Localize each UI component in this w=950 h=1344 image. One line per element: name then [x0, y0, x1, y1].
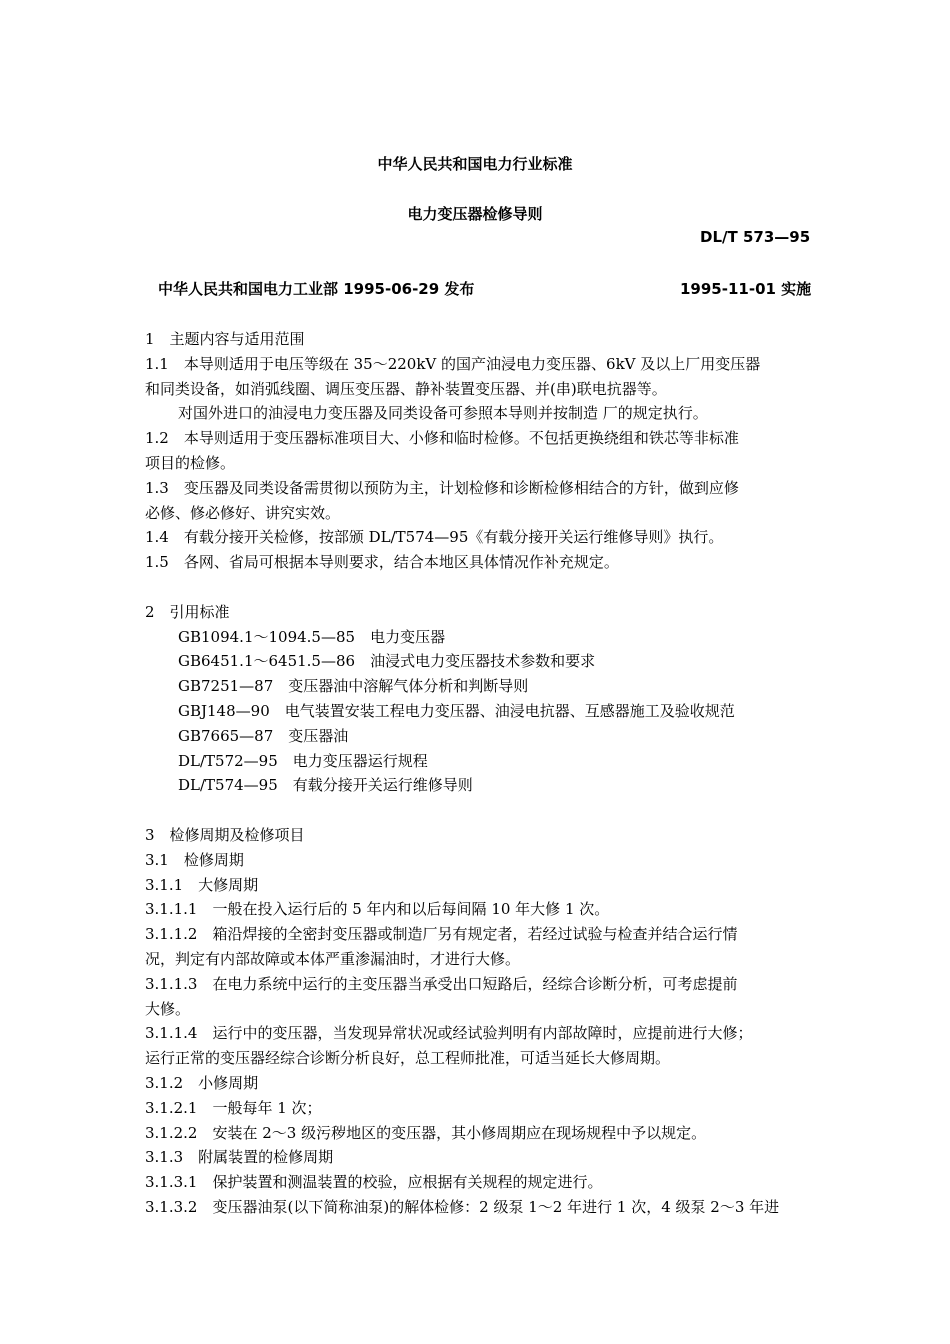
document-body [145, 327, 825, 1220]
paragraph-line: 3.1.2.2 安装在 2～3 级污秽地区的变压器，其小修周期应在现场规程中予以规定。 [145, 1123, 707, 1142]
reference-item: GB1094.1～1094.5—85 电力变压器 [178, 627, 446, 646]
paragraph-line: 3.1.1.3 在电力系统中运行的主变压器当承受出口短路后，经综合诊断分析，可考虑提前 [145, 974, 738, 993]
implementation-date: 1995-11-01 实施 [680, 280, 812, 298]
paragraph-line: 3.1.3.1 保护装置和测温装置的校验，应根据有关规程的规定进行。 [145, 1173, 603, 1192]
blank-line [145, 575, 825, 600]
subsection-heading: 3.1.3 附属装置的检修周期 [145, 1148, 334, 1167]
section-heading: 2 引用标准 [145, 602, 230, 621]
paragraph-line: 1.2 本导则适用于变压器标准项目大、小修和临时检修。不包括更换绕组和铁芯等非标准 [145, 429, 739, 448]
document-title: 电力变压器检修导则 [407, 205, 543, 223]
subsection-heading: 3.1.2 小修周期 [145, 1073, 259, 1092]
paragraph-line: 运行正常的变压器经综合诊断分析良好，总工程师批准，可适当延长大修周期。 [145, 1049, 671, 1068]
paragraph-line: 1.1 本导则适用于电压等级在 35～220kV 的国产油浸电力变压器、6kV 及以上厂用变压器 [145, 354, 761, 373]
paragraph-line: 1.5 各网、省局可根据本导则要求，结合本地区具体情况作补充规定。 [145, 553, 619, 572]
reference-item: GB6451.1～6451.5—86 油浸式电力变压器技术参数和要求 [178, 652, 596, 671]
paragraph-line: 和同类设备，如消弧线圈、调压变压器、静补装置变压器、并(串)联电抗器等。 [145, 379, 667, 398]
reference-item: GBJ148—90 电气装置安装工程电力变压器、油浸电抗器、互感器施工及验收规范 [178, 701, 735, 720]
paragraph-line: 对国外进口的油浸电力变压器及同类设备可参照本导则并按制造 厂的规定执行。 [178, 404, 708, 423]
document-code: DL/T 573—95 [700, 228, 811, 246]
paragraph-line: 3.1.1.2 箱沿焊接的全密封变压器或制造厂另有规定者，若经过试验与检查并结合运行情 [145, 925, 738, 944]
paragraph-line: 必修、修必修好、讲究实效。 [145, 503, 341, 522]
standard-title: 中华人民共和国电力行业标准 [377, 155, 573, 173]
section-heading: 1 主题内容与适用范围 [145, 330, 305, 348]
section-heading: 3 检修周期及检修项目 [145, 825, 305, 844]
reference-item: DL/T572—95 电力变压器运行规程 [178, 751, 428, 770]
paragraph-line: 3.1.2.1 一般每年 1 次； [145, 1098, 322, 1117]
paragraph-line: 况，判定有内部故障或本体严重渗漏油时，才进行大修。 [145, 949, 521, 968]
paragraph-line: 3.1.1.1 一般在投入运行后的 5 年内和以后每间隔 10 年大修 1 次。 [145, 900, 610, 919]
issuer-line: 中华人民共和国电力工业部 1995-06-29 发布 [158, 280, 475, 298]
reference-item: DL/T574—95 有载分接开关运行维修导则 [178, 776, 473, 795]
blank-line [145, 798, 825, 823]
paragraph-line: 3.1.1.4 运行中的变压器，当发现异常状况或经试验判明有内部故障时，应提前进行大修； [145, 1024, 753, 1043]
reference-item: GB7665—87 变压器油 [178, 726, 349, 745]
paragraph-line: 项目的检修。 [145, 453, 236, 472]
paragraph-line: 3.1.3.2 变压器油泵(以下简称油泵)的解体检修：2 级泵 1～2 年进行 1 次，4 级泵 2～3 年进 [145, 1197, 780, 1216]
subsection-heading: 3.1.1 大修周期 [145, 875, 259, 894]
paragraph-line: 1.4 有载分接开关检修，按部颁 DL/T574—95《有载分接开关运行维修导则》执行。 [145, 528, 724, 547]
subsection-heading: 3.1 检修周期 [145, 850, 244, 869]
paragraph-line: 1.3 变压器及同类设备需贯彻以预防为主，计划检修和诊断检修相结合的方针，做到应修 [145, 478, 739, 497]
paragraph-line: 大修。 [145, 999, 191, 1018]
reference-item: GB7251—87 变压器油中溶解气体分析和判断导则 [178, 677, 529, 696]
